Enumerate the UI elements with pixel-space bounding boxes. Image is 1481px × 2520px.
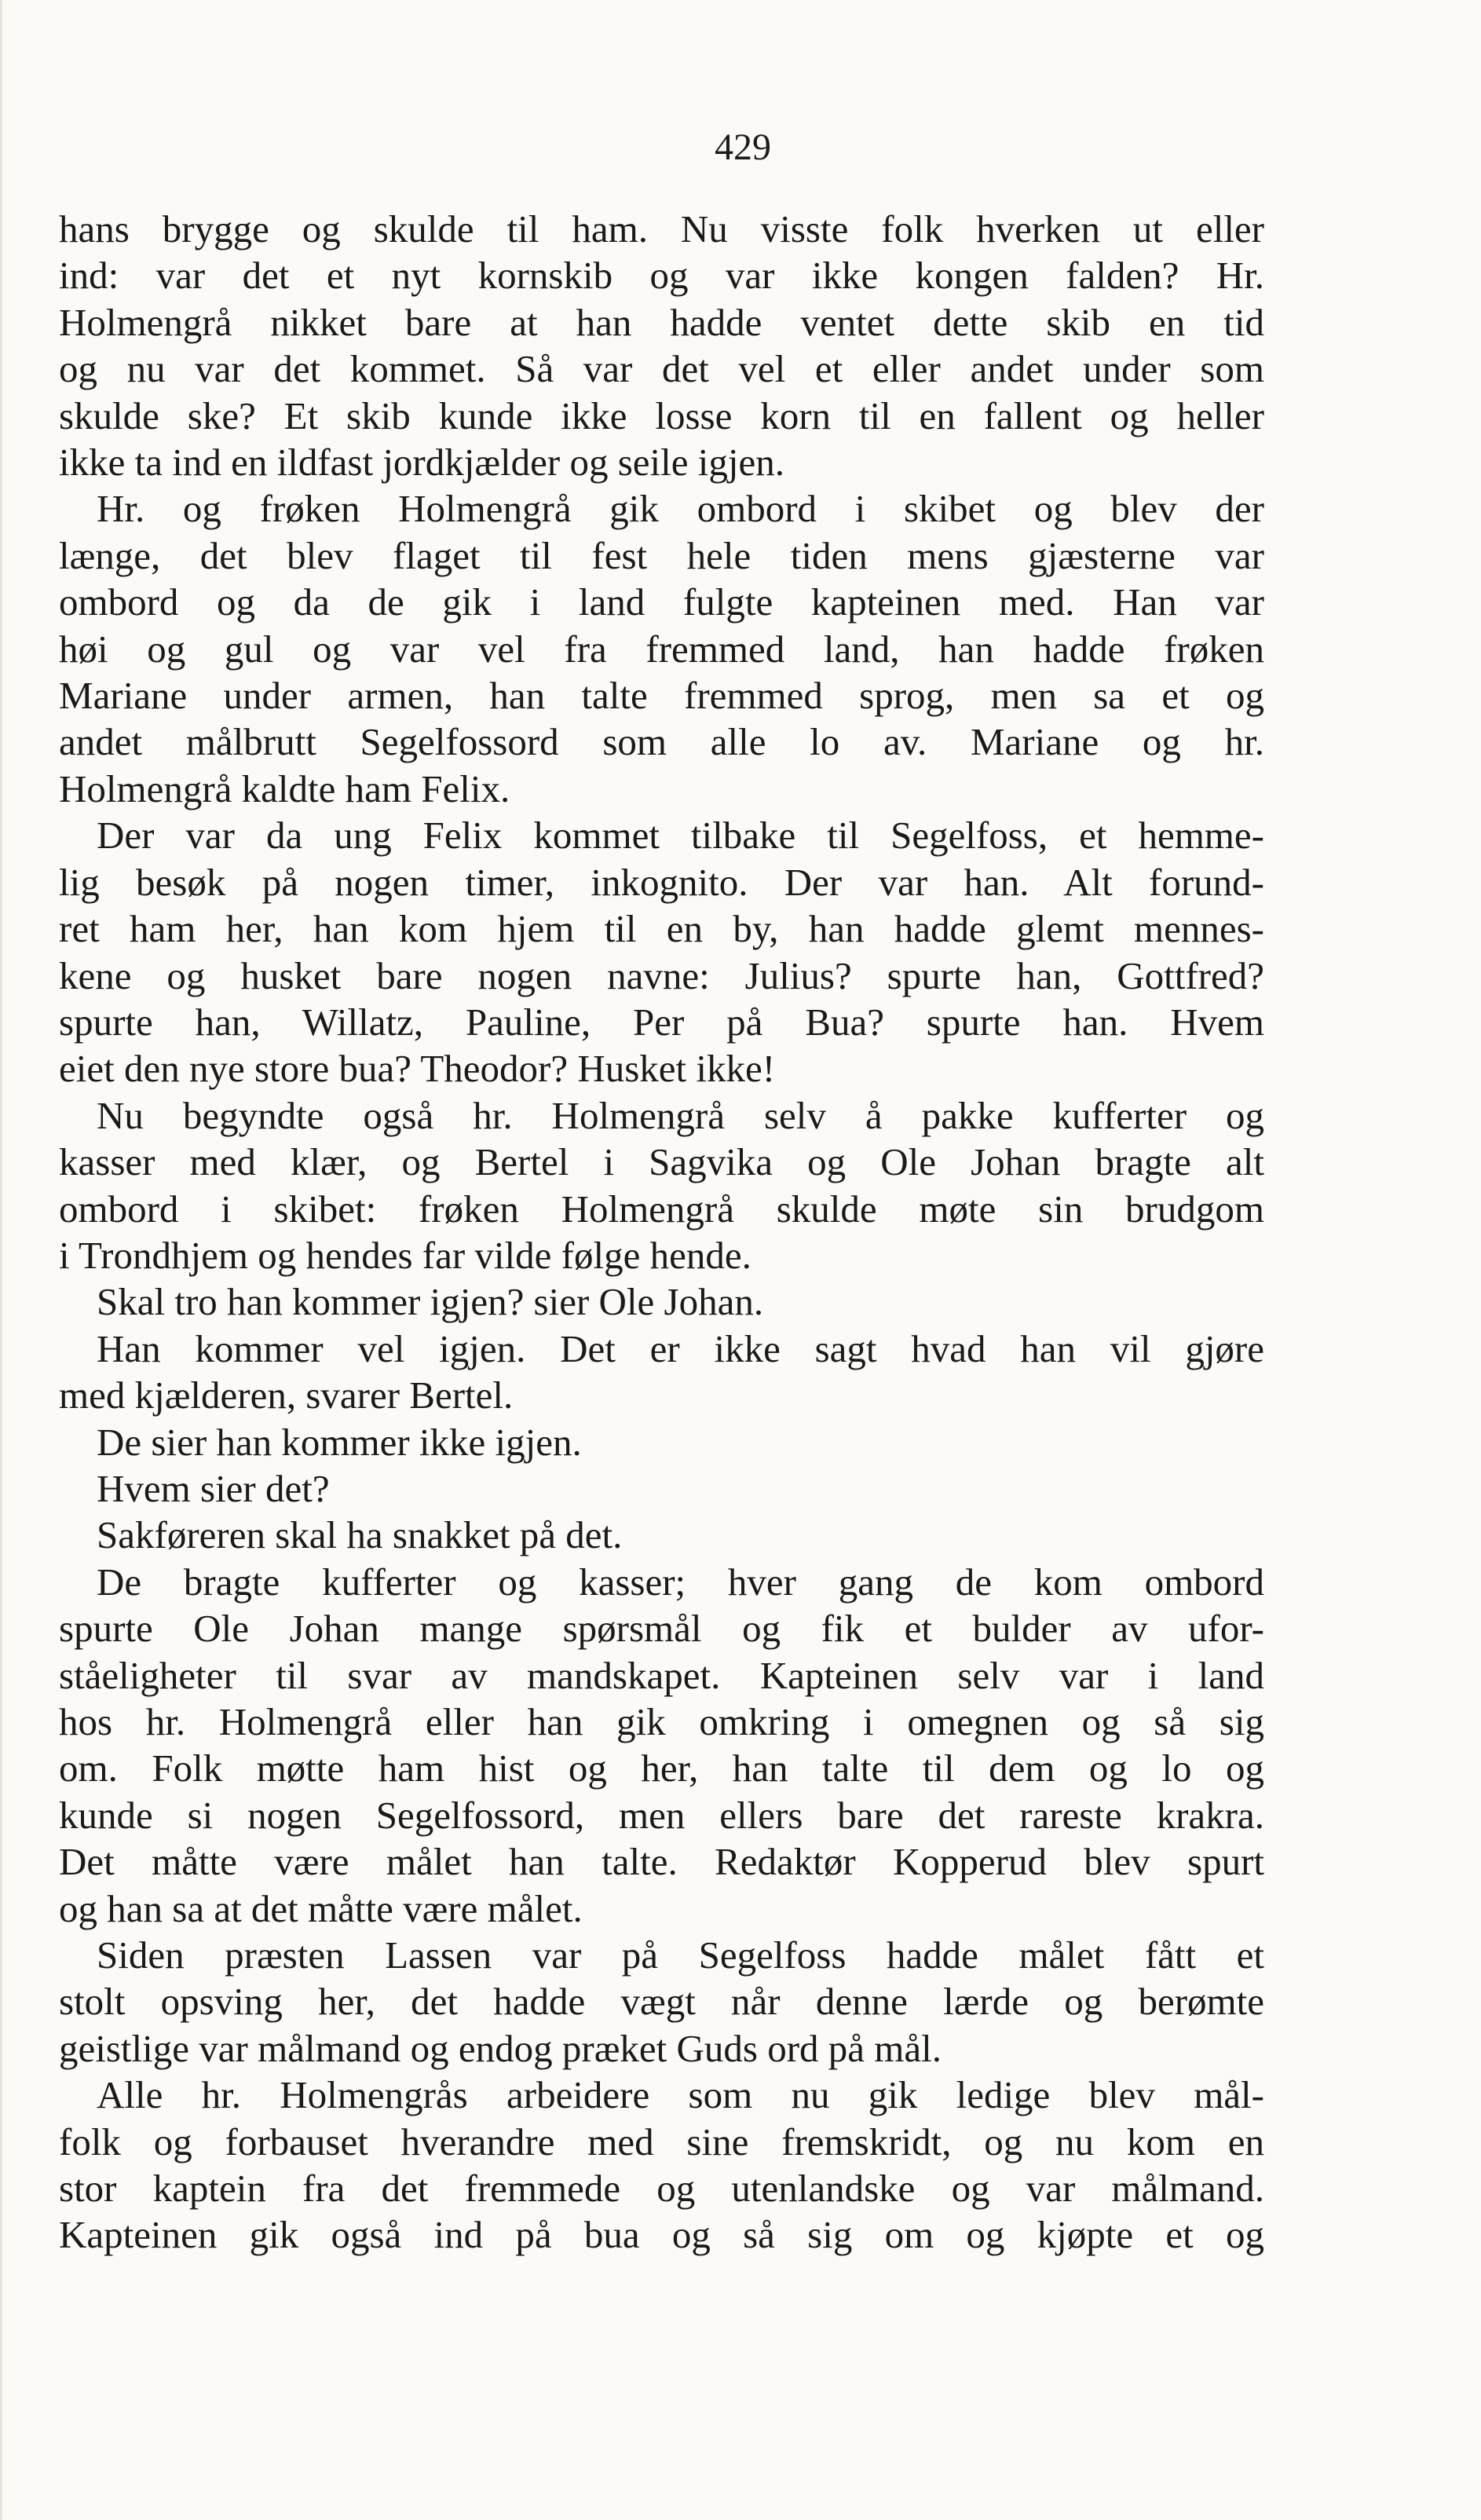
- text-line: ind: var det et nyt kornskib og var ikke kongen falden? Hr.: [59, 254, 1264, 298]
- text-line: skulde ske? Et skib kunde ikke losse korn til en fallent og heller: [59, 393, 1264, 437]
- text-line: ombord og da de gik i land fulgte kapteinen med. Han var: [59, 580, 1264, 624]
- text-line: stor kaptein fra det fremmede og utenlandske og var målmand.: [59, 2167, 1264, 2211]
- text-line: Alle hr. Holmengrås arbeidere som nu gik ledige blev mål-: [97, 2073, 1264, 2117]
- text-line: kene og husket bare nogen navne: Julius? spurte han, Gottfred?: [59, 953, 1264, 997]
- text-line: Holmengrå kaldte ham Felix.: [59, 766, 510, 810]
- text-line: Siden præsten Lassen var på Segelfoss hadde målet fått et: [97, 1933, 1264, 1977]
- text-line: Kapteinen gik også ind på bua og så sig om og kjøpte et og: [59, 2213, 1264, 2257]
- text-line: andet målbrutt Segelfossord som alle lo av. Mariane og hr.: [59, 720, 1264, 764]
- text-line: Der var da ung Felix kommet tilbake til Segelfoss, et hemme-: [97, 814, 1264, 858]
- text-line: lig besøk på nogen timer, inkognito. Der var han. Alt forund-: [59, 860, 1264, 904]
- text-line: længe, det blev flaget til fest hele tiden mens gjæsterne var: [59, 533, 1264, 577]
- text-line: ikke ta ind en ildfast jordkjælder og seile igjen.: [59, 441, 784, 485]
- text-line: folk og forbauset hverandre med sine fremskridt, og nu kom en: [59, 2120, 1264, 2163]
- text-line: Det måtte være målet han talte. Redaktør Kopperud blev spurt: [59, 1840, 1264, 1884]
- text-line: spurte Ole Johan mange spørsmål og fik et bulder av ufor-: [59, 1607, 1264, 1651]
- text-line: spurte han, Willatz, Pauline, Per på Bua? spurte han. Hvem: [59, 1000, 1264, 1044]
- text-line: hos hr. Holmengrå eller han gik omkring i omegnen og så sig: [59, 1700, 1264, 1743]
- text-line: i Trondhjem og hendes far vilde følge hende.: [59, 1233, 751, 1277]
- page-number: 429: [715, 126, 771, 168]
- text-line: Hr. og frøken Holmengrå gik ombord i skibet og blev der: [97, 487, 1264, 531]
- text-line: Hvem sier det?: [97, 1466, 330, 1510]
- text-line: geistlige var målmand og endog præket Guds ord på mål.: [59, 2026, 942, 2070]
- text-line: Skal tro han kommer igjen? sier Ole Johan.: [97, 1280, 764, 1324]
- text-line: og han sa at det måtte være målet.: [59, 1886, 583, 1930]
- text-line: kasser med klær, og Bertel i Sagvika og Ole Johan bragte alt: [59, 1140, 1264, 1184]
- text-line: eiet den nye store bua? Theodor? Husket ikke!: [59, 1047, 776, 1091]
- text-line: stolt opsving her, det hadde vægt når denne lærde og berømte: [59, 1980, 1264, 2024]
- text-line: De sier han kommer ikke igjen.: [97, 1420, 582, 1464]
- text-line: hans brygge og skulde til ham. Nu visste folk hverken ut eller: [59, 207, 1264, 251]
- text-line: kunde si nogen Segelfossord, men ellers bare det rareste krakra.: [59, 1793, 1264, 1837]
- text-line: Mariane under armen, han talte fremmed sprog, men sa et og: [59, 674, 1264, 718]
- text-line: ombord i skibet: frøken Holmengrå skulde møte sin brudgom: [59, 1187, 1264, 1231]
- text-line: ståeligheter til svar av mandskapet. Kapteinen selv var i land: [59, 1653, 1264, 1697]
- text-line: Nu begyndte også hr. Holmengrå selv å pakke kufferter og: [97, 1093, 1264, 1137]
- text-line: ret ham her, han kom hjem til en by, han hadde glemt mennes-: [59, 907, 1264, 951]
- text-line: om. Folk møtte ham hist og her, han talte til dem og lo og: [59, 1746, 1264, 1790]
- text-line: høi og gul og var vel fra fremmed land, han hadde frøken: [59, 627, 1264, 671]
- text-line: og nu var det kommet. Så var det vel et eller andet under som: [59, 347, 1264, 391]
- text-line: med kjælderen, svarer Bertel.: [59, 1373, 514, 1417]
- text-line: De bragte kufferter og kasser; hver gang de kom ombord: [97, 1560, 1264, 1604]
- text-line: Han kommer vel igjen. Det er ikke sagt hvad han vil gjøre: [97, 1326, 1264, 1370]
- text-line: Holmengrå nikket bare at han hadde ventet dette skib en tid: [59, 300, 1264, 344]
- body-text: [59, 206, 1264, 2258]
- text-line: Sakføreren skal ha snakket på det.: [97, 1513, 623, 1557]
